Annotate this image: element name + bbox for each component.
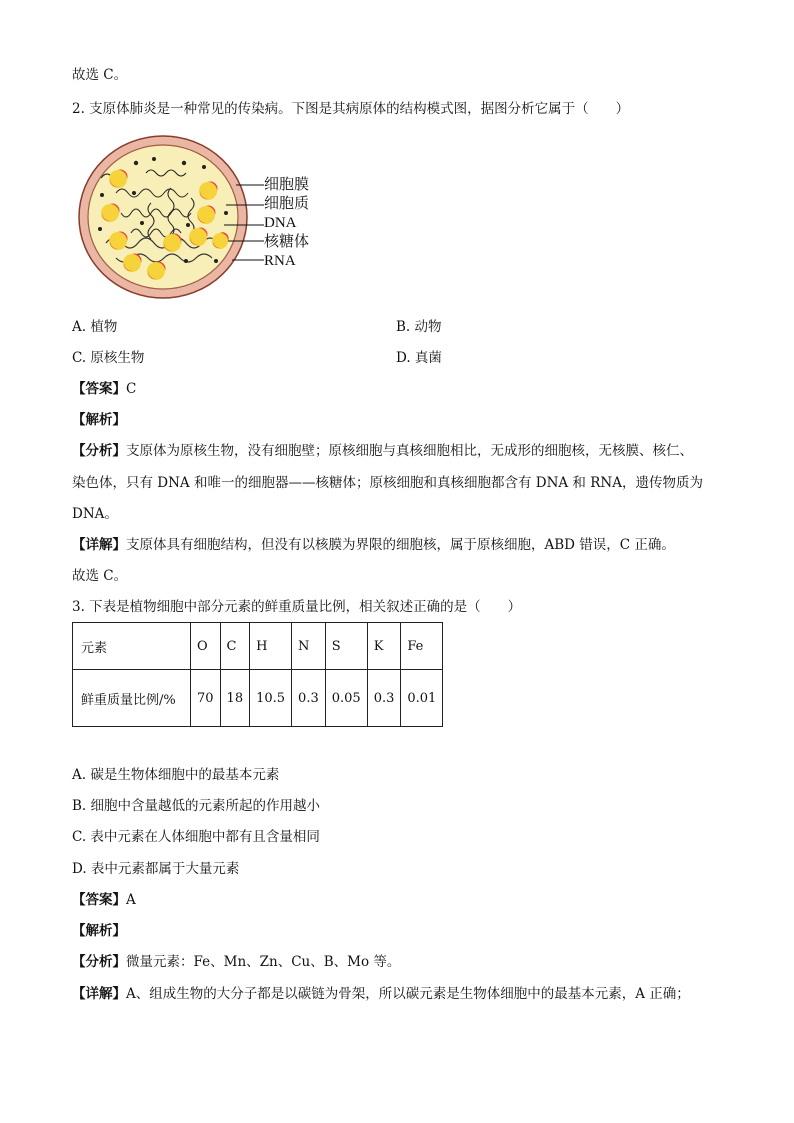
q3-answer — [72, 891, 136, 909]
table-cell: O — [191, 623, 221, 670]
label-dna: DNA — [264, 215, 297, 231]
table-cell: 70 — [191, 670, 221, 727]
label-cell-membrane: 细胞膜 — [264, 177, 310, 193]
fenxi-text-1: 支原体为原核生物，没有细胞壁；原核细胞与真核细胞相比，无成形的细胞核，无核膜、核仁、 — [126, 443, 693, 459]
fenxi-tag: 【分析】 — [72, 954, 126, 970]
table-cell: H — [250, 623, 292, 670]
q2-answer — [72, 380, 136, 398]
table-cell: K — [367, 623, 401, 670]
xiangjie-text: 支原体具有细胞结构，但没有以核膜为界限的细胞核，属于原核细胞，ABD 错误，C 正确。 — [126, 537, 675, 553]
q2-analysis-heading — [72, 411, 126, 429]
fenxi-tag: 【分析】 — [72, 443, 126, 459]
q3-xiangjie — [72, 985, 690, 1003]
table-cell: N — [292, 623, 326, 670]
label-ribosome: 核糖体 — [264, 234, 310, 250]
question-2-stem: 2. 支原体肺炎是一种常见的传染病。下图是其病原体的结构模式图，据图分析它属于（ ） — [72, 101, 630, 117]
question-3-stem: 3. 下表是植物细胞中部分元素的鲜重质量比例，相关叙述正确的是（ ） — [72, 599, 522, 615]
table-cell: 0.01 — [401, 670, 443, 727]
table-cell: S — [325, 623, 367, 670]
label-rna: RNA — [264, 253, 296, 269]
element-ratio-table — [72, 622, 443, 727]
q3-analysis-heading — [72, 922, 126, 940]
q3-option-b: B. 细胞中含量越低的元素所起的作用越小 — [72, 798, 321, 814]
table-row — [73, 670, 443, 727]
table-header-element: 元素 — [73, 623, 191, 670]
q2-fenxi-line-1 — [72, 442, 693, 460]
table-cell: 0.3 — [292, 670, 326, 727]
mycoplasma-diagram — [76, 133, 326, 303]
xiangjie-text: A、组成生物的大分子都是以碳链为骨架，所以碳元素是生物体细胞中的最基本元素，A 正确； — [126, 986, 690, 1002]
table-cell: 0.05 — [325, 670, 367, 727]
q2-xiangjie — [72, 536, 675, 554]
answer-tag: 【答案】 — [72, 892, 126, 908]
q2-option-c: C. 原核生物 — [72, 350, 145, 366]
analysis-tag: 【解析】 — [72, 412, 126, 428]
table-cell: 0.3 — [367, 670, 401, 727]
q3-option-a: A. 碳是生物体细胞中的最基本元素 — [72, 767, 280, 783]
q2-fenxi-line-3: DNA。 — [72, 506, 118, 522]
fenxi-text: 微量元素：Fe、Mn、Zn、Cu、B、Mo 等。 — [126, 954, 401, 970]
q3-option-c: C. 表中元素在人体细胞中都有且含量相同 — [72, 829, 320, 845]
answer-tag: 【答案】 — [72, 381, 126, 397]
q3-option-d: D. 表中元素都属于大量元素 — [72, 861, 240, 877]
q2-fenxi-line-2: 染色体，只有 DNA 和唯一的细胞器——核糖体；原核细胞和真核细胞都含有 DNA 和 RNA，遗传物质为 — [72, 475, 703, 491]
answer-value: C — [126, 381, 137, 397]
xiangjie-tag: 【详解】 — [72, 537, 126, 553]
table-header-ratio: 鲜重质量比例/% — [73, 670, 191, 727]
q2-option-b: B. 动物 — [396, 319, 442, 335]
q2-conclusion: 故选 C。 — [72, 568, 128, 584]
analysis-tag: 【解析】 — [72, 923, 126, 939]
table-row — [73, 623, 443, 670]
answer-value: A — [126, 892, 136, 908]
table-cell: C — [220, 623, 250, 670]
q2-option-a: A. 植物 — [72, 319, 118, 335]
xiangjie-tag: 【详解】 — [72, 986, 126, 1002]
q2-option-d: D. 真菌 — [396, 350, 442, 366]
table-cell: 18 — [220, 670, 250, 727]
table-cell: 10.5 — [250, 670, 292, 727]
table-cell: Fe — [401, 623, 443, 670]
q1-conclusion: 故选 C。 — [72, 67, 128, 83]
label-cytoplasm: 细胞质 — [264, 196, 310, 212]
q3-fenxi — [72, 953, 400, 971]
